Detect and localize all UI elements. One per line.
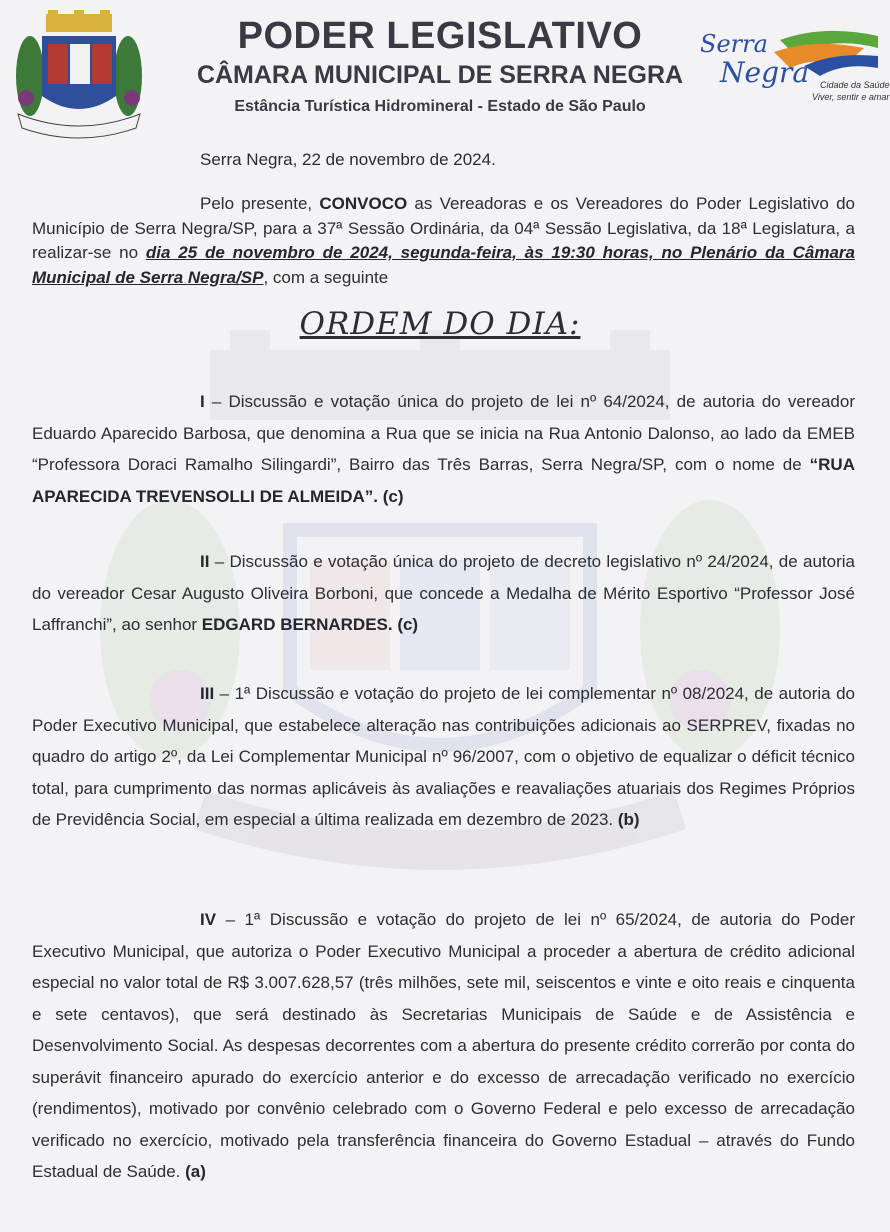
item-bold: “RUA APARECIDA TREVENSOLLI DE ALMEIDA”. (c)	[32, 455, 855, 506]
letterhead	[160, 14, 720, 118]
item-bold: EDGARD BERNARDES. (c)	[201, 615, 419, 634]
agenda-item-1	[32, 386, 855, 512]
item-text: – 1ª Discussão e votação do projeto de lei complementar nº 08/2024, de autoria do Poder Executivo Municipal, que estabelece alteração nas contribuições adicionais ao SERPREV, fixadas no quadro do artigo 2º, da Lei Complementar Municipal nº 96/2007, com o objetivo de equalizar o déficit técnico total, para cumprimento das normas aplicáveis às avaliações e reavaliações atuariais dos Regimes Próprios de Previdência Social, em especial a última realizada em dezembro de 2023.	[32, 684, 855, 829]
agenda-item-4	[32, 904, 855, 1188]
intro-emphasis: dia 25 de novembro de 2024, segunda-feira, às 19:30 horas, no Plenário da Câmara Municipal de Serra Negra/SP	[32, 243, 855, 287]
item-number: II	[200, 552, 210, 571]
header-tagline: Estância Turística Hidromineral - Estado de São Paulo	[234, 98, 646, 115]
intro-pre: Pelo presente,	[200, 194, 320, 213]
header-subtitle: CÂMARA MUNICIPAL DE SERRA NEGRA	[196, 61, 684, 89]
item-text: – 1ª Discussão e votação do projeto de lei nº 65/2024, de autoria do Poder Executivo Municipal, que autoriza o Poder Executivo Municipal a proceder a abertura de crédito adicional especial no valor total de R$ 3.007.628,57 (três milhões, sete mil, seiscentos e vinte e oito reais e cinquenta e sete centavos), que será destinado às Secretarias Municipais de Saúde e de Assistência e Desenvolvimento Social. As despesas decorrentes com a abertura do presente crédito correrão por conta do superávit financeiro apurado do exercício anterior e do excesso de arrecadação verificado no exercício (rendimentos), motivado por convênio celebrado com o Governo Federal e pelo excesso de arrecadação verificado no exercício, motivado pela transferência financeira do Governo Estadual – através do Fundo Estadual de Saúde.	[32, 910, 855, 1181]
ordem-title: ORDEM DO DIA:	[299, 306, 581, 342]
item-text: – Discussão e votação única do projeto de decreto legislativo nº 24/2024, de autoria do vereador Cesar Augusto Oliveira Borboni, que concede a Medalha de Mérito Esportivo “Professor José Laffranchi”, ao senhor	[32, 552, 855, 634]
header-title: PODER LEGISLATIVO	[237, 15, 643, 57]
intro-paragraph	[32, 192, 855, 290]
logo-slogan-2: Viver, sentir e amar	[812, 92, 890, 102]
intro-mid: as Vereadoras e os Vereadores do Poder Legislativo do Município de Serra Negra/SP, para a 37ª Sessão Ordinária, da 04ª Sessão Legislativa, da 18ª Legislatura, a realizar-se no	[32, 194, 855, 262]
serra-negra-logo	[694, 22, 890, 106]
date-line: Serra Negra, 22 de novembro de 2024.	[200, 150, 496, 169]
logo-word-negra: Negra	[720, 56, 810, 89]
municipal-crest-icon	[8, 10, 150, 142]
item-number: I	[200, 392, 205, 411]
agenda-item-3	[32, 678, 855, 836]
intro-post: , com a seguinte	[263, 267, 389, 287]
item-number: IV	[200, 910, 217, 929]
item-number: III	[200, 684, 215, 703]
logo-slogan-1: Cidade da Saúde	[820, 80, 890, 90]
agenda-item-2	[32, 546, 855, 641]
logo-word-serra: Serra	[700, 30, 768, 58]
item-bold: (a)	[185, 1162, 206, 1181]
intro-convoco: CONVOCO	[319, 194, 408, 213]
item-text: – Discussão e votação única do projeto de lei nº 64/2024, de autoria do vereador Eduardo Aparecido Barbosa, que denomina a Rua que se inicia na Rua Antonio Dalonso, ao lado da EMEB “Professora Doraci Ramalho Silingardi”, Bairro das Três Barras, Serra Negra/SP, com o nome de	[32, 392, 855, 474]
item-bold: (b)	[617, 810, 640, 829]
